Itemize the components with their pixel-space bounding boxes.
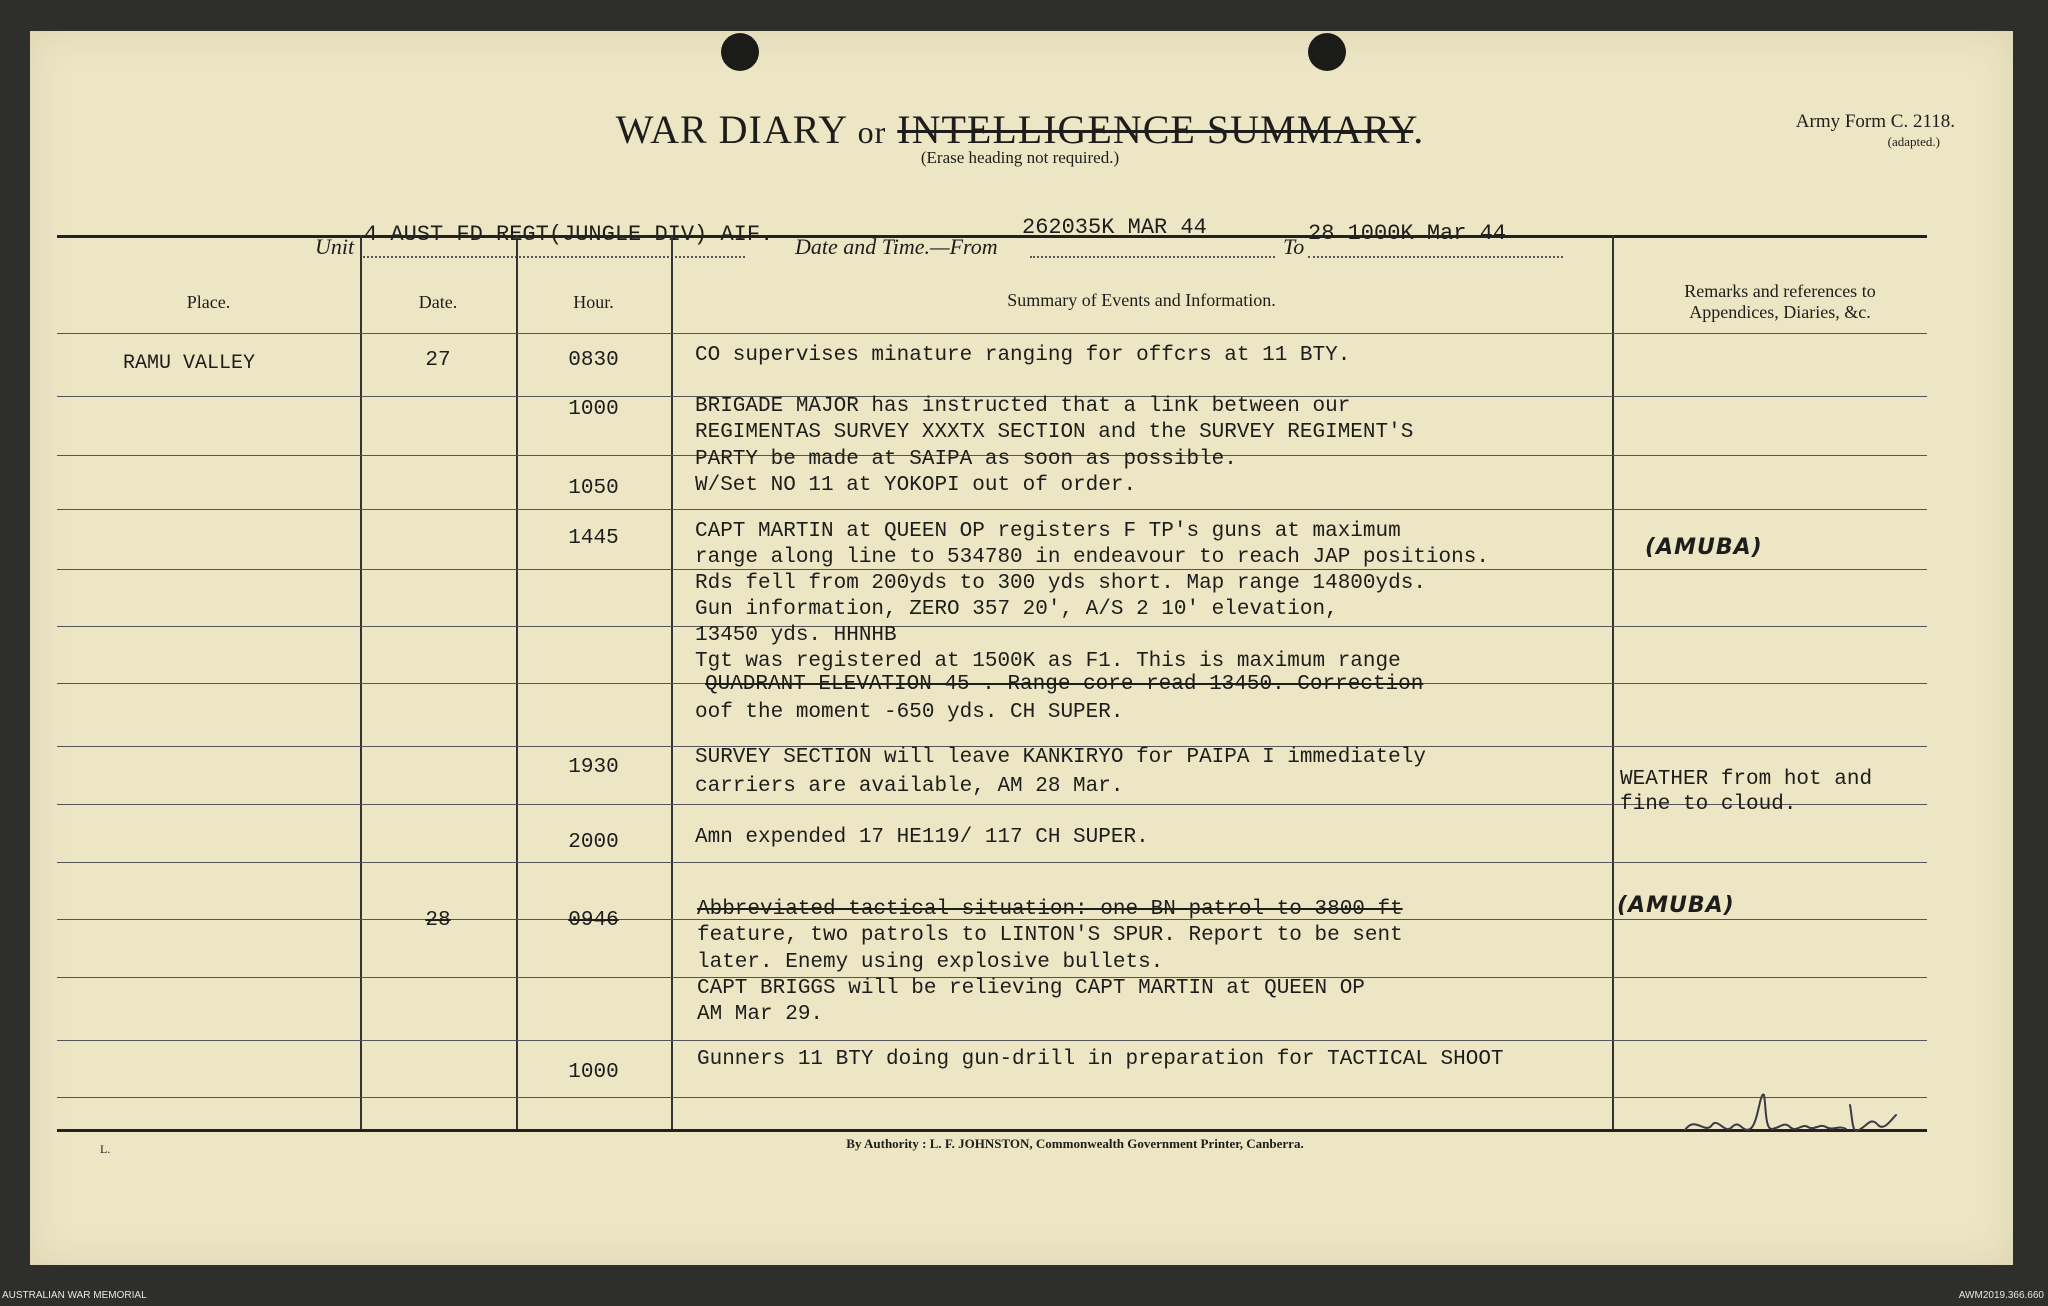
- summary-line: Tgt was registered at 1500K as F1. This is maximum range: [695, 650, 1401, 673]
- summary-line: W/Set NO 11 at YOKOPI out of order.: [695, 474, 1137, 497]
- column-header-date: Date.: [418, 292, 458, 312]
- title-or: or: [857, 114, 887, 150]
- title-period: .: [1413, 107, 1425, 152]
- hour-cell: 2000: [568, 831, 619, 854]
- date-cell: 28: [425, 909, 451, 932]
- hour-cell: 1000: [568, 1061, 619, 1084]
- from-dotted-line: [1030, 256, 1275, 258]
- handwritten-signature: [1680, 1085, 1910, 1145]
- hour-cell: 0946: [568, 909, 619, 932]
- summary-line-struck: QUADRANT ELEVATION 45 . Range core read 13450. Correction: [705, 673, 1424, 696]
- table-bottom-rule: [57, 1129, 1927, 1132]
- remark-amuba: (AMUBA): [1645, 535, 1763, 560]
- to-dotted-line: [1308, 256, 1563, 258]
- date-cell: 27: [425, 349, 451, 372]
- table-rule: [57, 626, 1927, 627]
- summary-line: BRIGADE MAJOR has instructed that a link between our: [695, 395, 1351, 418]
- summary-line: range along line to 534780 in endeavour to reach JAP positions.: [695, 546, 1489, 569]
- table-top-rule: [57, 235, 1927, 238]
- summary-line: CAPT MARTIN at QUEEN OP registers F TP's guns at maximum: [695, 520, 1401, 543]
- to-label: To: [1283, 234, 1305, 259]
- summary-line: later. Enemy using explosive bullets.: [697, 951, 1164, 974]
- archive-id: AWM2019.366.660: [1958, 1290, 2044, 1301]
- table-rule: [57, 862, 1927, 863]
- title-intelligence-summary: INTELLIGENCE SUMMARY: [897, 107, 1414, 152]
- place-cell: RAMU VALLEY: [123, 352, 256, 375]
- column-header-remarks: Remarks and references to Appendices, Diaries, &c.: [1684, 281, 1876, 322]
- punch-hole-left: [721, 33, 759, 71]
- summary-line: oof the moment -650 yds. CH SUPER.: [695, 701, 1124, 724]
- table-rule: [57, 1040, 1927, 1041]
- unit-dotted-line: [360, 256, 745, 258]
- column-header-place: Place.: [186, 292, 231, 312]
- printer-authority: By Authority : L. F. JOHNSTON, Commonwealth Government Printer, Canberra.: [846, 1136, 1304, 1151]
- column-header-hour: Hour.: [573, 292, 614, 312]
- table-rule: [57, 569, 1927, 570]
- header-rule: [57, 333, 1927, 334]
- summary-line: REGIMENTAS SURVEY XXXTX SECTION and the SURVEY REGIMENT'S: [695, 421, 1414, 444]
- summary-line-struck: Abbreviated tactical situation: one BN patrol to 3800 ft: [697, 898, 1403, 921]
- remark-amuba: (AMUBA): [1617, 893, 1735, 918]
- summary-line: feature, two patrols to LINTON'S SPUR. Report to be sent: [697, 924, 1403, 947]
- summary-line: PARTY be made at SAIPA as soon as possible.: [695, 448, 1237, 471]
- datetime-label: Date and Time.—From: [795, 234, 998, 259]
- hour-cell: 0830: [568, 349, 619, 372]
- page-title: [570, 106, 1470, 153]
- summary-line: CAPT BRIGGS will be relieving CAPT MARTIN at QUEEN OP: [697, 977, 1365, 1000]
- hour-cell: 1445: [568, 527, 619, 550]
- army-form-number: Army Form C. 2118.: [1795, 111, 1955, 132]
- unit-label: Unit: [315, 234, 355, 259]
- title-war-diary: WAR DIARY: [615, 107, 847, 152]
- adapted-note: (adapted.): [1887, 134, 1940, 149]
- table-rule: [57, 509, 1927, 510]
- erase-note: (Erase heading not required.): [920, 148, 1120, 167]
- to-value: 28 1000K Mar 44: [1308, 221, 1507, 246]
- hour-cell: 1930: [568, 756, 619, 779]
- from-value: 262035K MAR 44: [1022, 215, 1207, 240]
- summary-line: Gunners 11 BTY doing gun-drill in preparation for TACTICAL SHOOT: [697, 1048, 1504, 1071]
- remark-weather: WEATHER from hot and: [1620, 768, 1873, 791]
- punch-hole-right: [1308, 33, 1346, 71]
- archive-caption: AUSTRALIAN WAR MEMORIAL: [2, 1290, 147, 1301]
- summary-line: CO supervises minature ranging for offcrs at 11 BTY.: [695, 344, 1351, 367]
- unit-value: 4 AUST FD REGT(JUNGLE DIV) AIF.: [364, 222, 774, 247]
- hour-cell: 1000: [568, 398, 619, 421]
- remark-weather: fine to cloud.: [1620, 793, 1797, 816]
- summary-line: Rds fell from 200yds to 300 yds short. Map range 14800yds.: [695, 572, 1426, 595]
- summary-line: Amn expended 17 HE119/ 117 CH SUPER.: [695, 826, 1149, 849]
- summary-line: SURVEY SECTION will leave KANKIRYO for PAIPA I immediately: [695, 746, 1426, 769]
- table-rule: [57, 1097, 1927, 1098]
- summary-line: carriers are available, AM 28 Mar.: [695, 775, 1124, 798]
- summary-line: Gun information, ZERO 357 20', A/S 2 10' elevation,: [695, 598, 1338, 621]
- summary-line: AM Mar 29.: [697, 1003, 824, 1026]
- hour-cell: 1050: [568, 477, 619, 500]
- form-letter: L.: [100, 1142, 111, 1156]
- summary-line: 13450 yds. HHNHB: [695, 624, 897, 647]
- column-header-summary: Summary of Events and Information.: [1007, 290, 1276, 310]
